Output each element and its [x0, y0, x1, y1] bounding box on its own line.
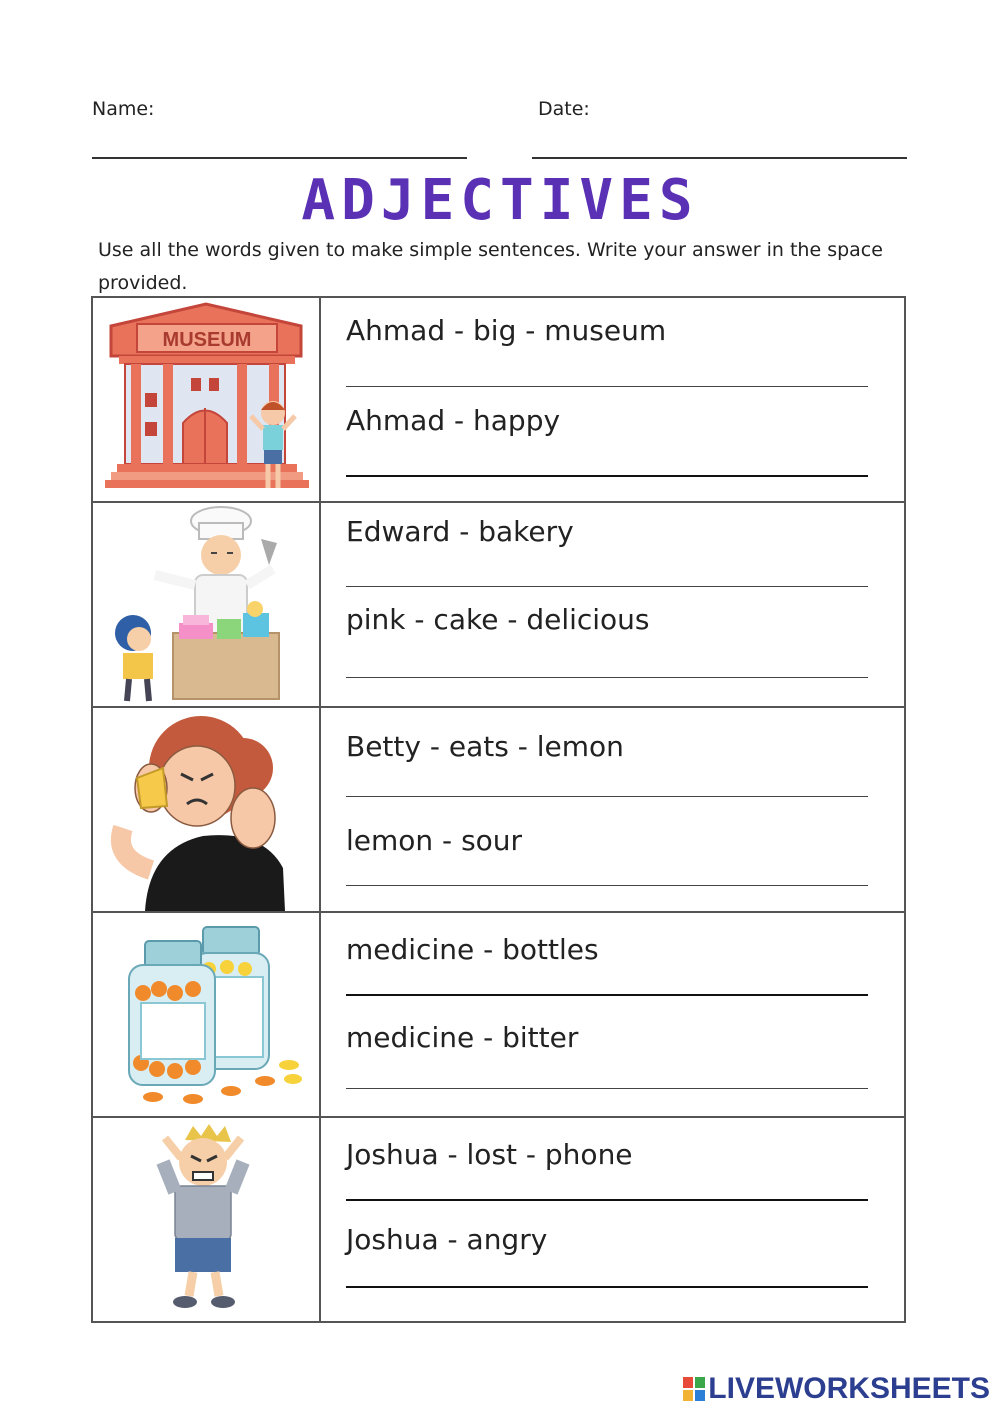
page-title: ADJECTIVES — [301, 168, 699, 233]
bakery-picture — [92, 502, 320, 707]
table-row — [92, 912, 905, 1117]
date-label: Date: — [538, 98, 590, 120]
answer-line[interactable] — [346, 885, 868, 886]
table-row — [92, 297, 905, 502]
prompt-cell — [320, 912, 905, 1117]
name-field[interactable] — [92, 157, 467, 159]
prompt-cell — [320, 1117, 905, 1322]
prompt-text: lemon - sour — [346, 824, 523, 857]
liveworksheets-icon — [683, 1377, 705, 1401]
worksheet-table — [91, 296, 906, 1323]
table-row — [92, 707, 905, 912]
answer-line[interactable] — [346, 1199, 868, 1201]
prompt-text: Edward - bakery — [346, 515, 574, 548]
table-row — [92, 1117, 905, 1322]
angry-boy-picture — [92, 1117, 320, 1322]
liveworksheets-logo — [683, 1372, 990, 1406]
answer-line[interactable] — [346, 586, 868, 587]
prompt-text: Joshua - lost - phone — [346, 1138, 633, 1171]
brand-name: LIVEWORKSHEETS — [708, 1372, 990, 1405]
medicine-bottles-picture — [92, 912, 320, 1117]
museum-sign: MUSEUM — [162, 329, 252, 351]
answer-line[interactable] — [346, 1286, 868, 1288]
answer-line[interactable] — [346, 386, 868, 387]
answer-line[interactable] — [346, 677, 868, 678]
prompt-cell — [320, 502, 905, 707]
prompt-text: Ahmad - happy — [346, 404, 561, 437]
date-field[interactable] — [532, 157, 907, 159]
answer-line[interactable] — [346, 475, 868, 477]
prompt-text: Ahmad - big - museum — [346, 314, 667, 347]
prompt-text: medicine - bottles — [346, 933, 599, 966]
instructions: Use all the words given to make simple sentences. Write your answer in the space provided. — [98, 239, 883, 294]
prompt-cell — [320, 707, 905, 912]
prompt-text: Betty - eats - lemon — [346, 730, 624, 763]
prompt-text: pink - cake - delicious — [346, 603, 650, 636]
answer-line[interactable] — [346, 1088, 868, 1089]
name-label: Name: — [92, 98, 155, 120]
prompt-text: Joshua - angry — [346, 1223, 548, 1256]
answer-line[interactable] — [346, 796, 868, 797]
museum-picture — [92, 297, 320, 502]
answer-line[interactable] — [346, 994, 868, 996]
prompt-cell — [320, 297, 905, 502]
sour-lemon-picture — [92, 707, 320, 912]
table-row — [92, 502, 905, 707]
prompt-text: medicine - bitter — [346, 1021, 579, 1054]
